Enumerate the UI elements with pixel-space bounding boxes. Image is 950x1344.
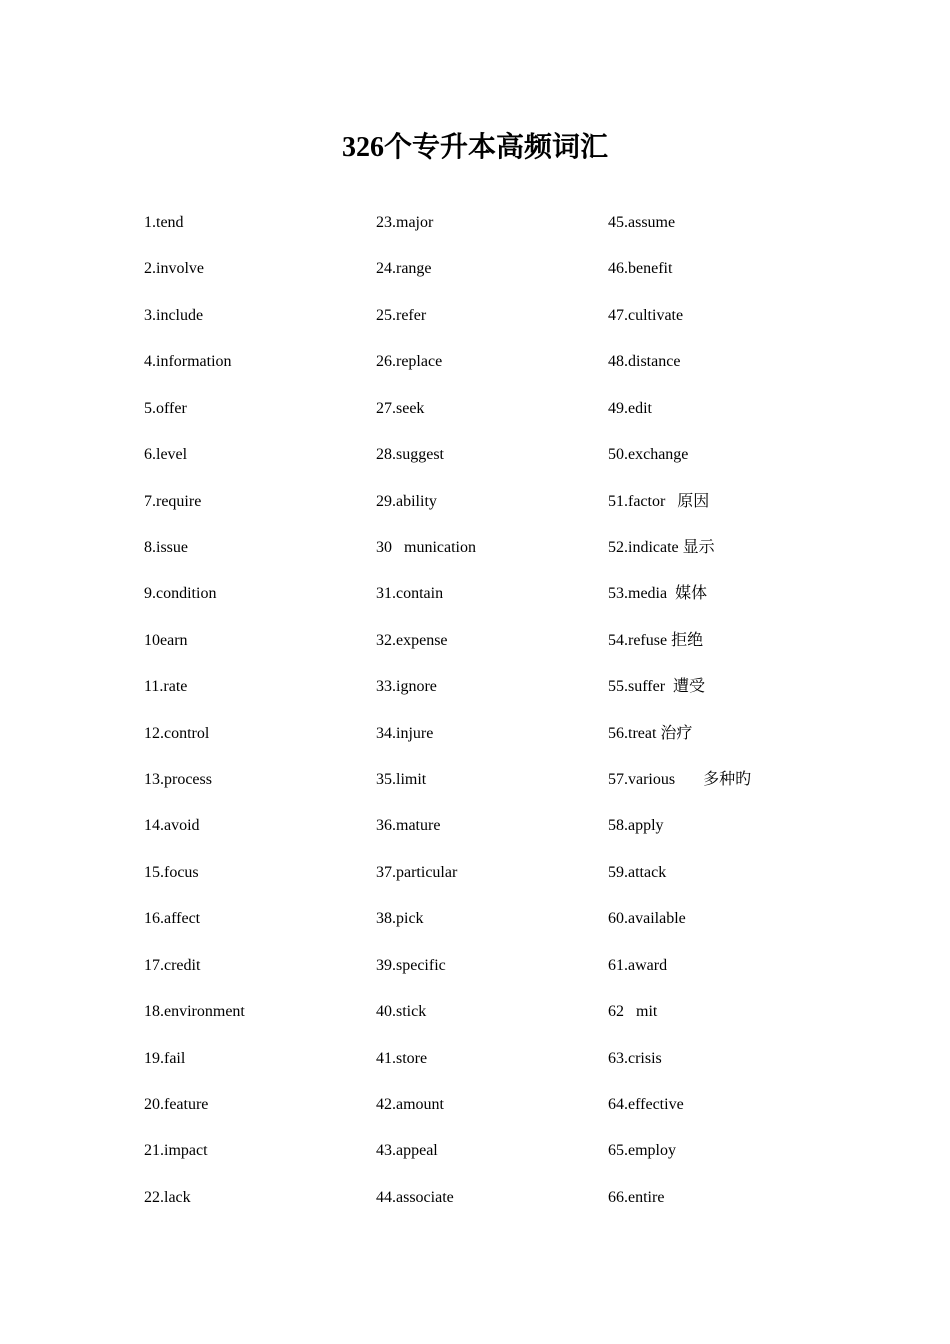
vocabulary-word: 4.information — [144, 353, 232, 371]
vocabulary-word: 64.effective — [608, 1096, 684, 1114]
vocabulary-row — [144, 716, 844, 762]
vocabulary-word: 33.ignore — [376, 678, 437, 696]
vocabulary-word: 59.attack — [608, 863, 667, 881]
vocabulary-row — [144, 669, 844, 715]
vocabulary-word: 53.media 媒体 — [608, 585, 708, 603]
vocabulary-word: 36.mature — [376, 817, 441, 835]
vocabulary-word: 14.avoid — [144, 817, 200, 835]
vocabulary-word: 23.major — [376, 214, 434, 231]
vocabulary-word: 61.award — [608, 956, 668, 974]
vocabulary-word: 38.pick — [376, 910, 424, 928]
vocabulary-word: 26.replace — [376, 353, 443, 371]
vocabulary-word: 3.include — [144, 306, 204, 324]
vocabulary-word: 52.indicate 显示 — [608, 538, 715, 556]
vocabulary-row — [144, 901, 844, 947]
vocabulary-word: 58.apply — [608, 817, 664, 835]
vocabulary-row — [144, 855, 844, 901]
vocabulary-word: 50.exchange — [608, 446, 689, 464]
vocabulary-row — [144, 576, 844, 622]
vocabulary-word: 46.benefit — [608, 260, 673, 278]
vocabulary-row — [144, 344, 844, 390]
vocabulary-word: 54.refuse 拒绝 — [608, 631, 704, 649]
vocabulary-row — [144, 762, 844, 808]
vocabulary-word: 18.environment — [144, 1003, 245, 1021]
vocabulary-word: 11.rate — [144, 678, 188, 696]
vocabulary-word: 66.entire — [608, 1188, 665, 1206]
vocabulary-row — [144, 1087, 844, 1133]
vocabulary-word: 56.treat 治疗 — [608, 724, 693, 742]
vocabulary-word: 15.focus — [144, 863, 199, 881]
vocabulary-word: 62 mit — [608, 1003, 658, 1021]
vocabulary-row — [144, 205, 844, 251]
vocabulary-word: 10earn — [144, 631, 188, 649]
vocabulary-word: 24.range — [376, 260, 432, 278]
vocabulary-word: 44.associate — [376, 1188, 454, 1206]
vocabulary-grid — [144, 205, 844, 1226]
vocabulary-row — [144, 530, 844, 576]
vocabulary-word: 19.fail — [144, 1049, 186, 1067]
vocabulary-row — [144, 994, 844, 1040]
vocabulary-word: 13.process — [144, 771, 212, 789]
vocabulary-word: 48.distance — [608, 353, 681, 371]
vocabulary-word: 40.stick — [376, 1003, 427, 1021]
vocabulary-word: 20.feature — [144, 1096, 209, 1114]
vocabulary-word: 27.seek — [376, 399, 425, 417]
vocabulary-word: 35.limit — [376, 771, 427, 789]
vocabulary-row — [144, 623, 844, 669]
vocabulary-word: 8.issue — [144, 538, 188, 556]
vocabulary-word: 43.appeal — [376, 1142, 438, 1160]
vocabulary-word: 39.specific — [376, 956, 446, 974]
page-title: 326个专升本高频词汇 — [341, 132, 608, 163]
vocabulary-word: 6.level — [144, 446, 188, 464]
vocabulary-row — [144, 251, 844, 297]
vocabulary-word: 22.lack — [144, 1188, 191, 1206]
vocabulary-word: 55.suffer 遭受 — [608, 678, 706, 696]
vocabulary-word: 32.expense — [376, 631, 448, 649]
vocabulary-word: 63.crisis — [608, 1049, 662, 1067]
vocabulary-word: 31.contain — [376, 585, 444, 603]
vocabulary-word: 42.amount — [376, 1096, 444, 1114]
vocabulary-word: 28.suggest — [376, 446, 444, 464]
vocabulary-word: 12.control — [144, 724, 210, 742]
vocabulary-word: 37.particular — [376, 863, 458, 881]
vocabulary-row — [144, 484, 844, 530]
vocabulary-row — [144, 948, 844, 994]
vocabulary-word: 47.cultivate — [608, 306, 684, 324]
vocabulary-word: 7.require — [144, 492, 202, 510]
vocabulary-word: 41.store — [376, 1049, 428, 1067]
vocabulary-word: 49.edit — [608, 399, 652, 417]
vocabulary-word: 17.credit — [144, 956, 201, 974]
vocabulary-word: 1.tend — [144, 214, 184, 231]
vocabulary-row — [144, 808, 844, 854]
vocabulary-word: 5.offer — [144, 399, 187, 417]
vocabulary-word: 30 munication — [376, 538, 476, 556]
vocabulary-row — [144, 1180, 844, 1226]
vocabulary-word: 25.refer — [376, 306, 427, 324]
vocabulary-word: 29.ability — [376, 492, 437, 510]
vocabulary-row — [144, 1041, 844, 1087]
vocabulary-word: 60.available — [608, 910, 686, 928]
vocabulary-word: 51.factor 原因 — [608, 492, 710, 510]
vocabulary-row — [144, 298, 844, 344]
vocabulary-row — [144, 437, 844, 483]
vocabulary-word: 9.condition — [144, 585, 217, 603]
vocabulary-row — [144, 391, 844, 437]
vocabulary-word: 16.affect — [144, 910, 201, 928]
vocabulary-word: 45.assume — [608, 214, 676, 231]
vocabulary-word: 34.injure — [376, 724, 434, 742]
vocabulary-word: 57.various 多种旳 — [608, 771, 752, 789]
vocabulary-word: 2.involve — [144, 260, 204, 278]
vocabulary-word: 21.impact — [144, 1142, 208, 1160]
vocabulary-word: 65.employ — [608, 1142, 676, 1160]
vocabulary-row — [144, 1133, 844, 1179]
